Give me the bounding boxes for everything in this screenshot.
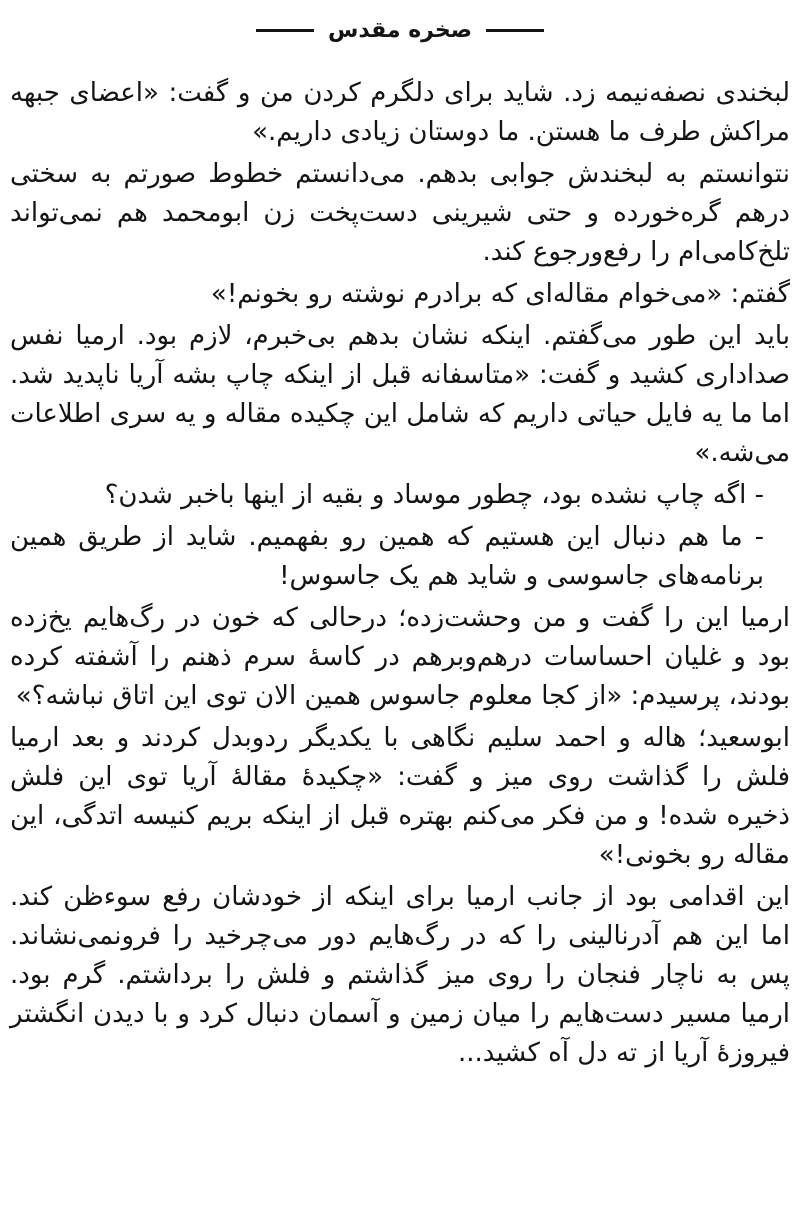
paragraph: ابوسعید؛ هاله و احمد سلیم نگاهی با یکدیگر ردوبدل کردند و بعد ارمیا فلش را گذاشت روی میز و گفت: «چکیدهٔ مقالهٔ آریا توی این فلش ذخیره شده! و من فکر می‌کنم بهتره قبل از اینکه بریم کنیسه اتدگی، این مقاله رو بخونی!» bbox=[10, 723, 790, 870]
page-title: صخره مقدس bbox=[328, 17, 472, 43]
header-rule-right bbox=[256, 29, 314, 32]
dialogue-line: - ما هم دنبال این هستیم که همین رو بفهمیم. شاید از طریق همین برنامه‌های جاسوسی و شاید هم یک جاسوس! bbox=[10, 522, 764, 591]
header-rule-left bbox=[486, 29, 544, 32]
paragraph: ارمیا این را گفت و من وحشت‌زده؛ درحالی که خون در رگ‌هایم یخ‌زده بود و غلیان احساسات درهم‌وبرهم در کاسهٔ سرم ذهنم را آشفته کرده بودند، پرسیدم: «از کجا معلوم جاسوس همین الان توی این اتاق نباشه؟» bbox=[10, 603, 790, 711]
paragraph: لبخندی نصفه‌نیمه زد. شاید برای دلگرم کردن من و گفت: «اعضای جبهه مراکش طرف ما هستن. ما دوستان زیادی داریم.» bbox=[10, 78, 790, 147]
paragraph: باید این طور می‌گفتم. اینکه نشان بدهم بی‌خبرم، لازم بود. ارمیا نفس صداداری کشید و گفت: «متاسفانه قبل از اینکه چاپ بشه آریا ناپدید شد. اما ما یه فایل حیاتی داریم که شامل این چکیده مقاله و یه سری اطلاعات می‌شه.» bbox=[10, 321, 790, 468]
paragraph: گفتم: «می‌خوام مقاله‌ای که برادرم نوشته رو بخونم!» bbox=[210, 279, 790, 309]
page-body bbox=[10, 74, 790, 1194]
dialogue-line: - اگه چاپ نشده بود، چطور موساد و بقیه از اینها باخبر شدن؟ bbox=[104, 480, 764, 510]
running-header bbox=[0, 10, 800, 50]
paragraph: این اقدامی بود از جانب ارمیا برای اینکه از خودشان رفع سوءظن کند. اما این هم آدرنالینی را که در رگ‌هایم دور می‌چرخید را فرونمی‌نشاند. پس به ناچار فنجان را روی میز گذاشتم و فلش را برداشتم. گرم بود. ارمیا مسیر دست‌هایم را میان زمین و آسمان دنبال کرد و با دیدن انگشتر فیروزهٔ آریا از ته دل آه کشید... bbox=[10, 882, 790, 1068]
paragraph: نتوانستم به لبخندش جوابی بدهم. می‌دانستم خطوط صورتم به سختی درهم گره‌خورده و حتی شیرینی دست‌پخت زن ابومحمد هم نمی‌تواند تلخ‌کامی‌ام را رفع‌ورجوع کند. bbox=[10, 159, 790, 267]
